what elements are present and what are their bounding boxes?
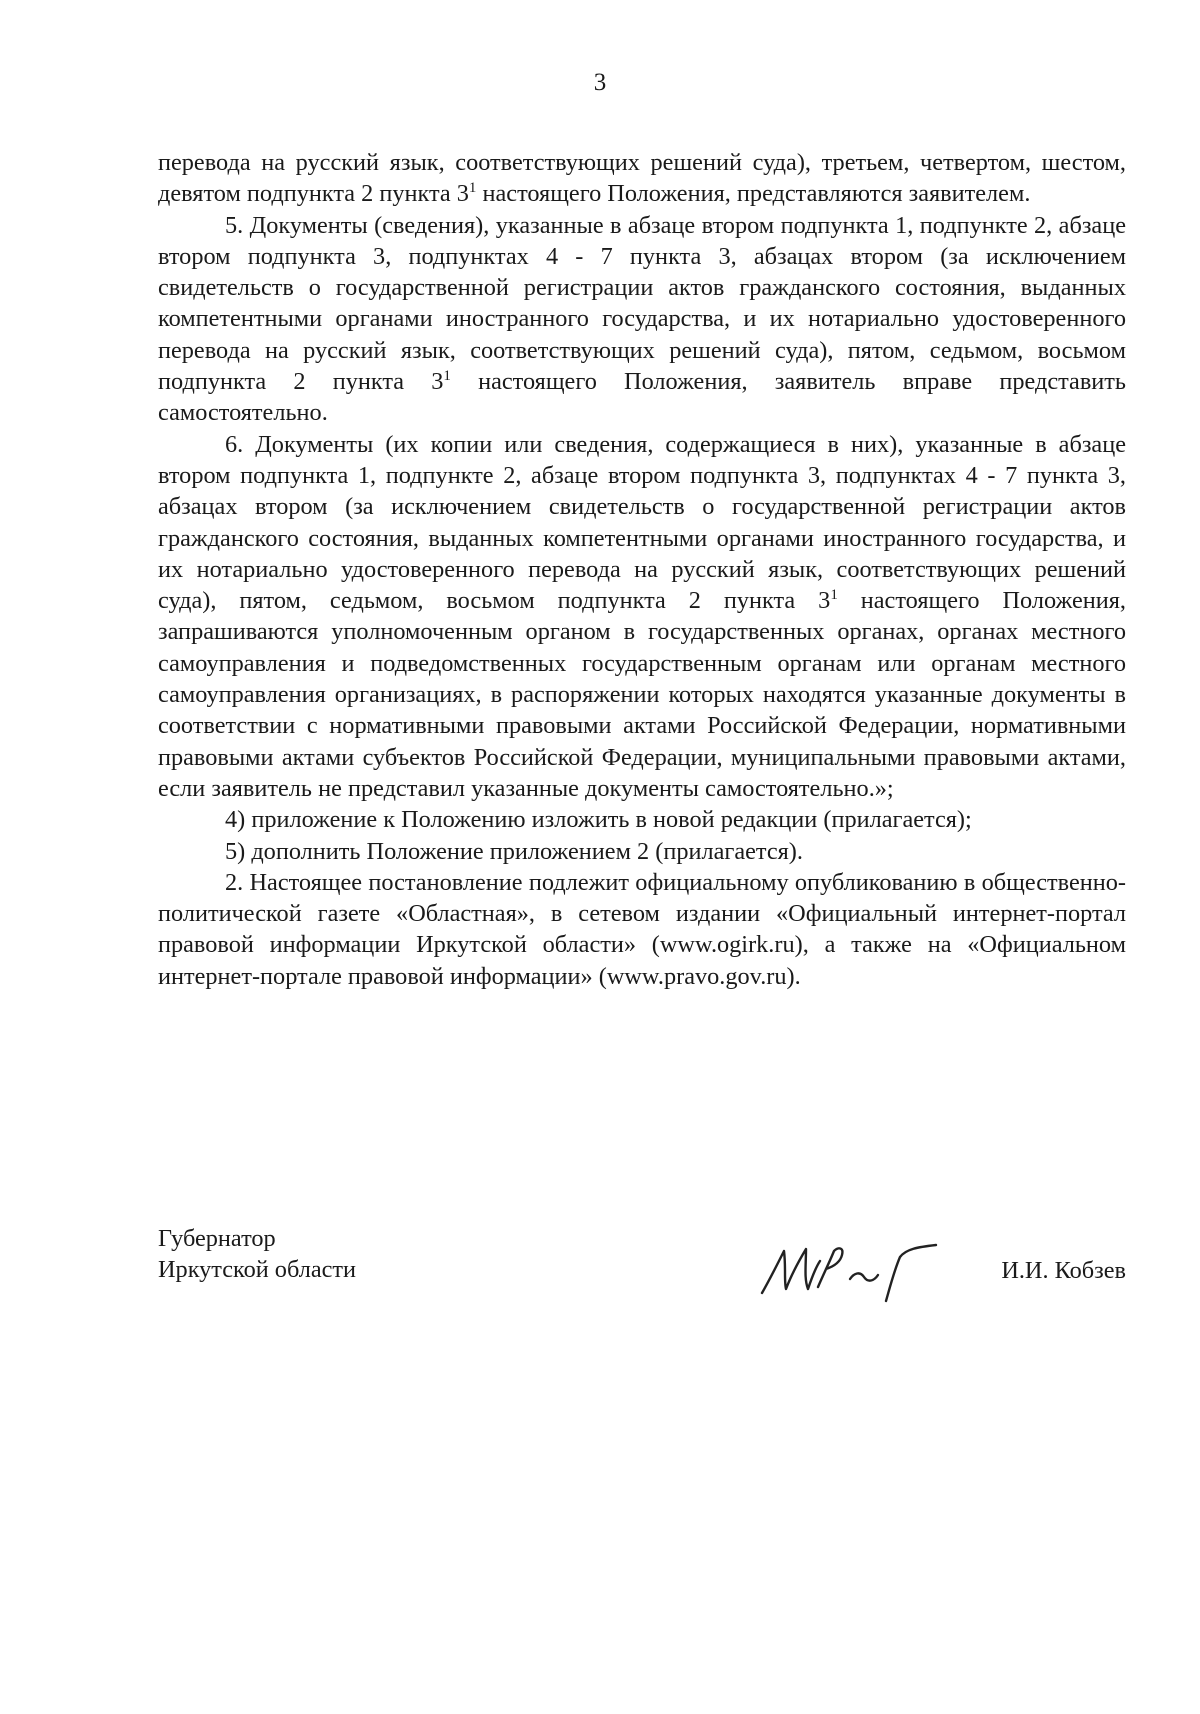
paragraph-text: настоящего Положения, запрашиваются уполномоченным органом в государственных органах, органах местного самоуправления и подведомственных государственным органам или органам местного самоуправления организациях, в распоряжении которых находятся указанные документы в соответствии с нормативными правовыми актами Российской Федерации, нормативными правовыми актами субъектов Российской Федерации, муниципальными правовыми актами, если заявитель не представил указанные документы самостоятельно.»; bbox=[158, 587, 1126, 802]
signatory-position-line-1: Губернатор bbox=[158, 1225, 276, 1252]
paragraph-item-5 bbox=[158, 210, 1126, 429]
document-body bbox=[158, 147, 1126, 992]
paragraph-continuation bbox=[158, 147, 1126, 210]
signatory-position-line-2: Иркутской области bbox=[158, 1256, 357, 1284]
paragraph-subitem-4: 4) приложение к Положению изложить в новой редакции (прилагается); bbox=[225, 806, 972, 834]
handwritten-signature-image bbox=[750, 1227, 950, 1307]
page-number: 3 bbox=[593, 69, 607, 96]
signatory-name: И.И. Кобзев bbox=[1001, 1257, 1126, 1284]
paragraph-text: перевода на русский язык, соответствующих решений суда), третьем, четвертом, шестом, девятом подпункта 2 пункта 3 bbox=[158, 149, 1126, 208]
signatory-position bbox=[158, 1223, 356, 1286]
paragraph-text: настоящего Положения, представляются заявителем. bbox=[476, 180, 1031, 208]
signature-block bbox=[158, 1223, 1126, 1343]
superscript: 1 bbox=[443, 368, 451, 385]
paragraph-item-2-publication: 2. Настоящее постановление подлежит официальному опубликованию в общественно-политической газете «Областная», в сетевом издании «Официальный интернет-портал правовой информации Иркутской области» (www.ogirk.ru), а также на «Официальном интернет-портале правовой информации» (www.pravo.gov.ru). bbox=[158, 868, 1126, 990]
superscript: 1 bbox=[468, 180, 477, 197]
paragraph-text: 5. Документы (сведения), указанные в абзаце втором подпункта 1, подпункте 2, абзаце втором подпункта 3, подпунктах 4 - 7 пункта 3, абзацах втором (за исключением свидетельств о государственной регистрации актов гражданского состояния, выданных компетентными органами иностранного государства, и их нотариально удостоверенного перевода на русский язык, соответствующих решений суда), пятом, седьмом, восьмом подпункта 2 пункта 3 bbox=[158, 211, 1126, 396]
paragraph-text: 6. Документы (их копии или сведения, содержащиеся в них), указанные в абзаце втором подпункта 1, подпункте 2, абзаце втором подпункта 3, подпунктах 4 - 7 пункта 3, абзацах втором (за исключением свидетельств о государственной регистрации актов гражданского состояния, выданных компетентными органами иностранного государства, и их нотариально удостоверенного перевода на русский язык, соответствующих решений суда), пятом, седьмом, восьмом подпункта 2 пункта 3 bbox=[158, 430, 1126, 615]
paragraph-item-6 bbox=[158, 429, 1126, 805]
superscript: 1 bbox=[830, 587, 838, 604]
paragraph-subitem-5: 5) дополнить Положение приложением 2 (прилагается). bbox=[225, 837, 803, 865]
paragraph-text: настоящего Положения, заявитель вправе представить самостоятельно. bbox=[158, 368, 1126, 427]
